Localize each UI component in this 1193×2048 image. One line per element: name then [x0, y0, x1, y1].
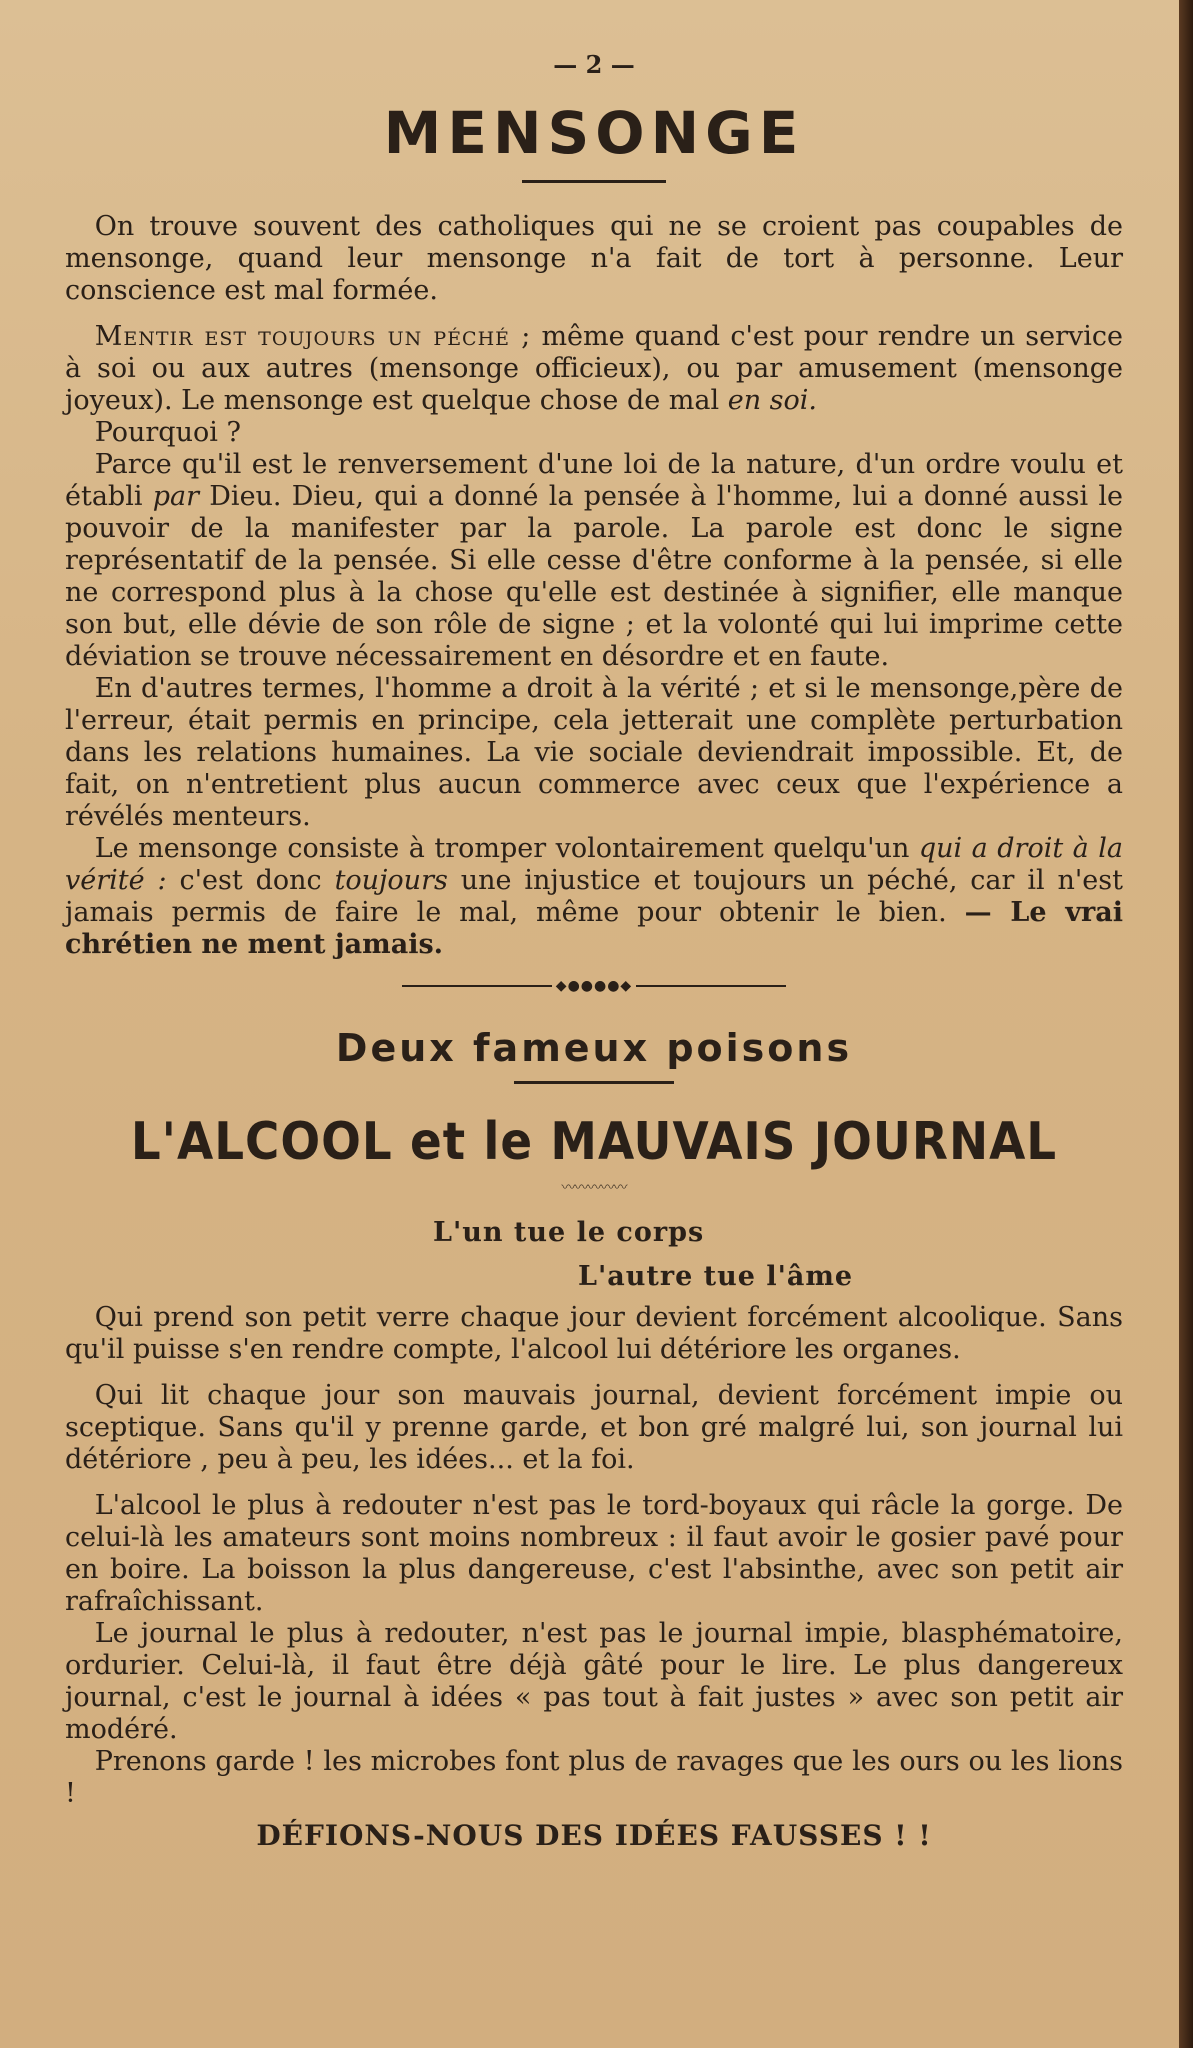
mensonge-article [65, 211, 1123, 961]
subtitle-rule [514, 1081, 674, 1084]
mensonge-paragraph-6: Le mensonge consiste à tromper volontairement quelqu'un qui a droit à la vérité : c'est donc toujours une injustice et toujours un péché, car il n'est jamais permis de faire le mal, même pour obtenir le bien. — Le vrai chrétien ne ment jamais. [65, 833, 1124, 960]
poisons-paragraph-4: Le journal le plus à redouter, n'est pas le journal impie, blasphématoire, ordurier. Celui-là, il faut être déjà gâté pour le lire. Le plus dangereux journal, c'est le journal à idées « pas tout à fait justes » avec son petit air modéré. [65, 1618, 1123, 1745]
mensonge-paragraph-4: Parce qu'il est le renversement d'une loi de la nature, d'un ordre voulu et établi par Dieu. Dieu, qui a donné la pensée à l'homme, lui a donné aussi le pouvoir de la manifester par la parole. La parole est donc le signe représentatif de la pensée. Si elle cesse d'être conforme à la pensée, si elle ne correspond plus à la chose qu'elle est destinée à signifier, elle manque son but, elle dévie de son rôle de signe ; et la volonté qui lui imprime cette déviation se trouve nécessairement en désordre et en faute. [65, 449, 1123, 672]
article-title: MENSONGE [383, 99, 805, 167]
mensonge-paragraph-5: En d'autres termes, l'homme a droit à la vérité ; et si le mensonge,père de l'erreur, était permis en principe, cela jetterait une complète perturbation dans les relations humaines. La vie sociale deviendrait impossible. Et, de fait, on n'entretient plus aucun commerce avec ceux que l'expérience a révélés menteurs. [65, 673, 1123, 832]
lead-in: Mentir est toujours un péché ; [94, 321, 532, 352]
mensonge-paragraph-2: Mentir est toujours un péché ; même quand c'est pour rendre un service à soi ou aux autres (mensonge officieux), ou par amusement (mensonge joyeux). Le mensonge est quelque chose de mal en soi. [65, 321, 1123, 416]
title-rule [522, 180, 666, 183]
mensonge-paragraph-1: On trouve souvent des catholiques qui ne se croient pas coupables de mensonge, quand leur mensonge n'a fait de tort à personne. Leur conscience est mal formée. [65, 211, 1123, 306]
tagline-soul: L'autre tue l'âme [578, 1261, 854, 1292]
poisons-paragraph-3: L'alcool le plus à redouter n'est pas le tord-boyaux qui râcle la gorge. De celui-là les amateurs sont moins nombreux : il faut avoir le gosier pavé pour en boire. La boisson la plus dangereuse, c'est l'absinthe, avec son petit air rafraîchissant. [65, 1490, 1123, 1617]
closing-exhortation: DÉFIONS-NOUS DES IDÉES FAUSSES ! ! [256, 1819, 932, 1852]
tagline-body: L'un tue le corps [433, 1217, 705, 1248]
headline-squiggle-ornament: 〰〰〰〰〰 [561, 1180, 627, 1196]
poisons-article [65, 1302, 1123, 1810]
section-headline: L'ALCOOL et le MAUVAIS JOURNAL [130, 1112, 1058, 1172]
poisons-paragraph-5: Prenons garde ! les microbes font plus de ravages que les ours ou les lions ! [65, 1746, 1123, 1809]
page-number: — 2 — [553, 50, 635, 79]
section-divider-ornament: ◆●●●●◆ [65, 975, 1123, 995]
poisons-paragraph-1: Qui prend son petit verre chaque jour devient forcément alcoolique. Sans qu'il puisse s'en rendre compte, l'alcool lui détériore les organes. [65, 1302, 1123, 1365]
section-subtitle: Deux fameux poisons [335, 1026, 853, 1070]
page-edge-shadow [1179, 0, 1193, 2048]
mensonge-paragraph-3: Pourquoi ? [94, 417, 241, 448]
poisons-paragraph-2: Qui lit chaque jour son mauvais journal, devient forcément impie ou sceptique. Sans qu'il y prenne garde, et bon gré malgré lui, son journal lui détériore , peu à peu, les idées... et la foi. [65, 1380, 1123, 1475]
